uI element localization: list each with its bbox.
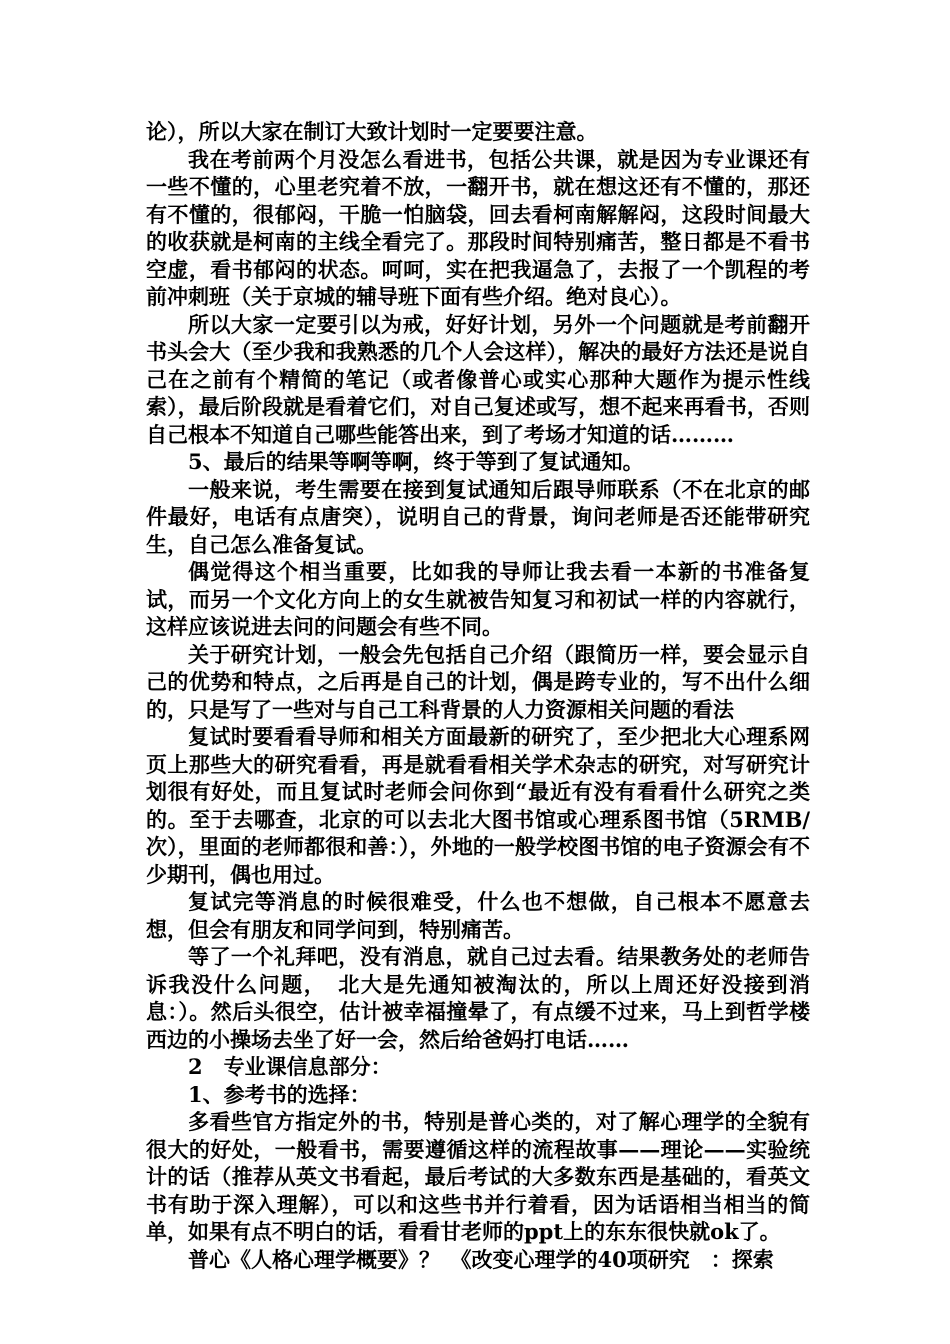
paragraph: 偶觉得这个相当重要，比如我的导师让我去看一本新的书准备复试，而另一个文化方向上的女生就被告知复习和初试一样的内容就行，这样应该说进去问的问题会有些不同。: [146, 559, 810, 639]
paragraph: 多看些官方指定外的书，特别是普心类的，对了解心理学的全貌有很大的好处，一般看书，需要遵循这样的流程故事——理论——实验统计的话（推荐从英文书看起，最后考试的大多数东西是基础的，看英文书有助于深入理解），可以和这些书并行着看，因为话语相当相当的简单，如果有点不明白的话，看看甘老师的ppt上的东东很快就ok了。: [146, 1109, 810, 1244]
paragraph: 复试时要看看导师和相关方面最新的研究了，至少把北大心理系网页上那些大的研究看看，再是就看看相关学术杂志的研究，对写研究计划很有好处，而且复试时老师会问你到“最近有没有看看什么研究之类的。至于去哪查，北京的可以去北大图书馆或心理系图书馆（5RMB/次），里面的老师都很和善：），外地的一般学校图书馆的电子资源会有不少期刊，偶也用过。: [146, 724, 810, 887]
paragraph: 复试完等消息的时候很难受，什么也不想做，自己根本不愿意去想，但会有朋友和同学问到，特别痛苦。: [146, 889, 810, 942]
paragraph: 关于研究计划，一般会先包括自己介绍（跟简历一样，要会显示自己的优势和特点，之后再是自己的计划，偶是跨专业的，写不出什么细的，只是写了一些对与自己工科背景的人力资源相关问题的看法: [146, 641, 810, 722]
section-heading: 2 专业课信息部分：: [188, 1054, 392, 1079]
document-body: [146, 118, 810, 1273]
paragraph: 论），所以大家在制订大致计划时一定要要注意。: [146, 119, 598, 144]
paragraph: 一般来说，考生需要在接到复试通知后跟导师联系（不在北京的邮件最好，电话有点唐突），说明自己的背景，询问老师是否还能带研究生，自己怎么准备复试。: [146, 476, 810, 557]
paragraph: 等了一个礼拜吧，没有消息，就自己过去看。结果教务处的老师告诉我没什么问题， 北大是先通知被淘汰的，所以上周还好没接到消息：）。然后头很空，估计被幸福撞晕了，有点缓不过来，马上到哲学楼西边的小操场去坐了好一会，然后给爸妈打电话……: [146, 944, 810, 1052]
paragraph: 所以大家一定要引以为戒，好好计划，另外一个问题就是考前翻开书头会大（至少我和我熟悉的几个人会这样），解决的最好方法还是说自己在之前有个精简的笔记（或者像普心或实心那种大题作为提示性线索），最后阶段就是看着它们，对自己复述或写，想不起来再看书，否则自己根本不知道自己哪些能答出来，到了考场才知道的话………: [146, 311, 810, 447]
paragraph: 5、最后的结果等啊等啊，终于等到了复试通知。: [188, 449, 644, 474]
paragraph: 我在考前两个月没怎么看进书，包括公共课，就是因为专业课还有一些不懂的，心里老究着不放，一翻开书，就在想这还有不懂的，那还有不懂的，很郁闷，干脆一怕脑袋，回去看柯南解解闷，这段时间最大的收获就是柯南的主线全看完了。那段时间特别痛苦，整日都是不看书空虚，看书郁闷的状态。呵呵，实在把我逼急了，去报了一个凯程的考前冲刺班（关于京城的辅导班下面有些介绍。绝对良心）。: [146, 146, 810, 309]
subsection-heading: 1、参考书的选择：: [188, 1081, 371, 1107]
paragraph: 普心《人格心理学概要》？ 《改变心理学的40项研究 ：探索: [188, 1246, 774, 1272]
